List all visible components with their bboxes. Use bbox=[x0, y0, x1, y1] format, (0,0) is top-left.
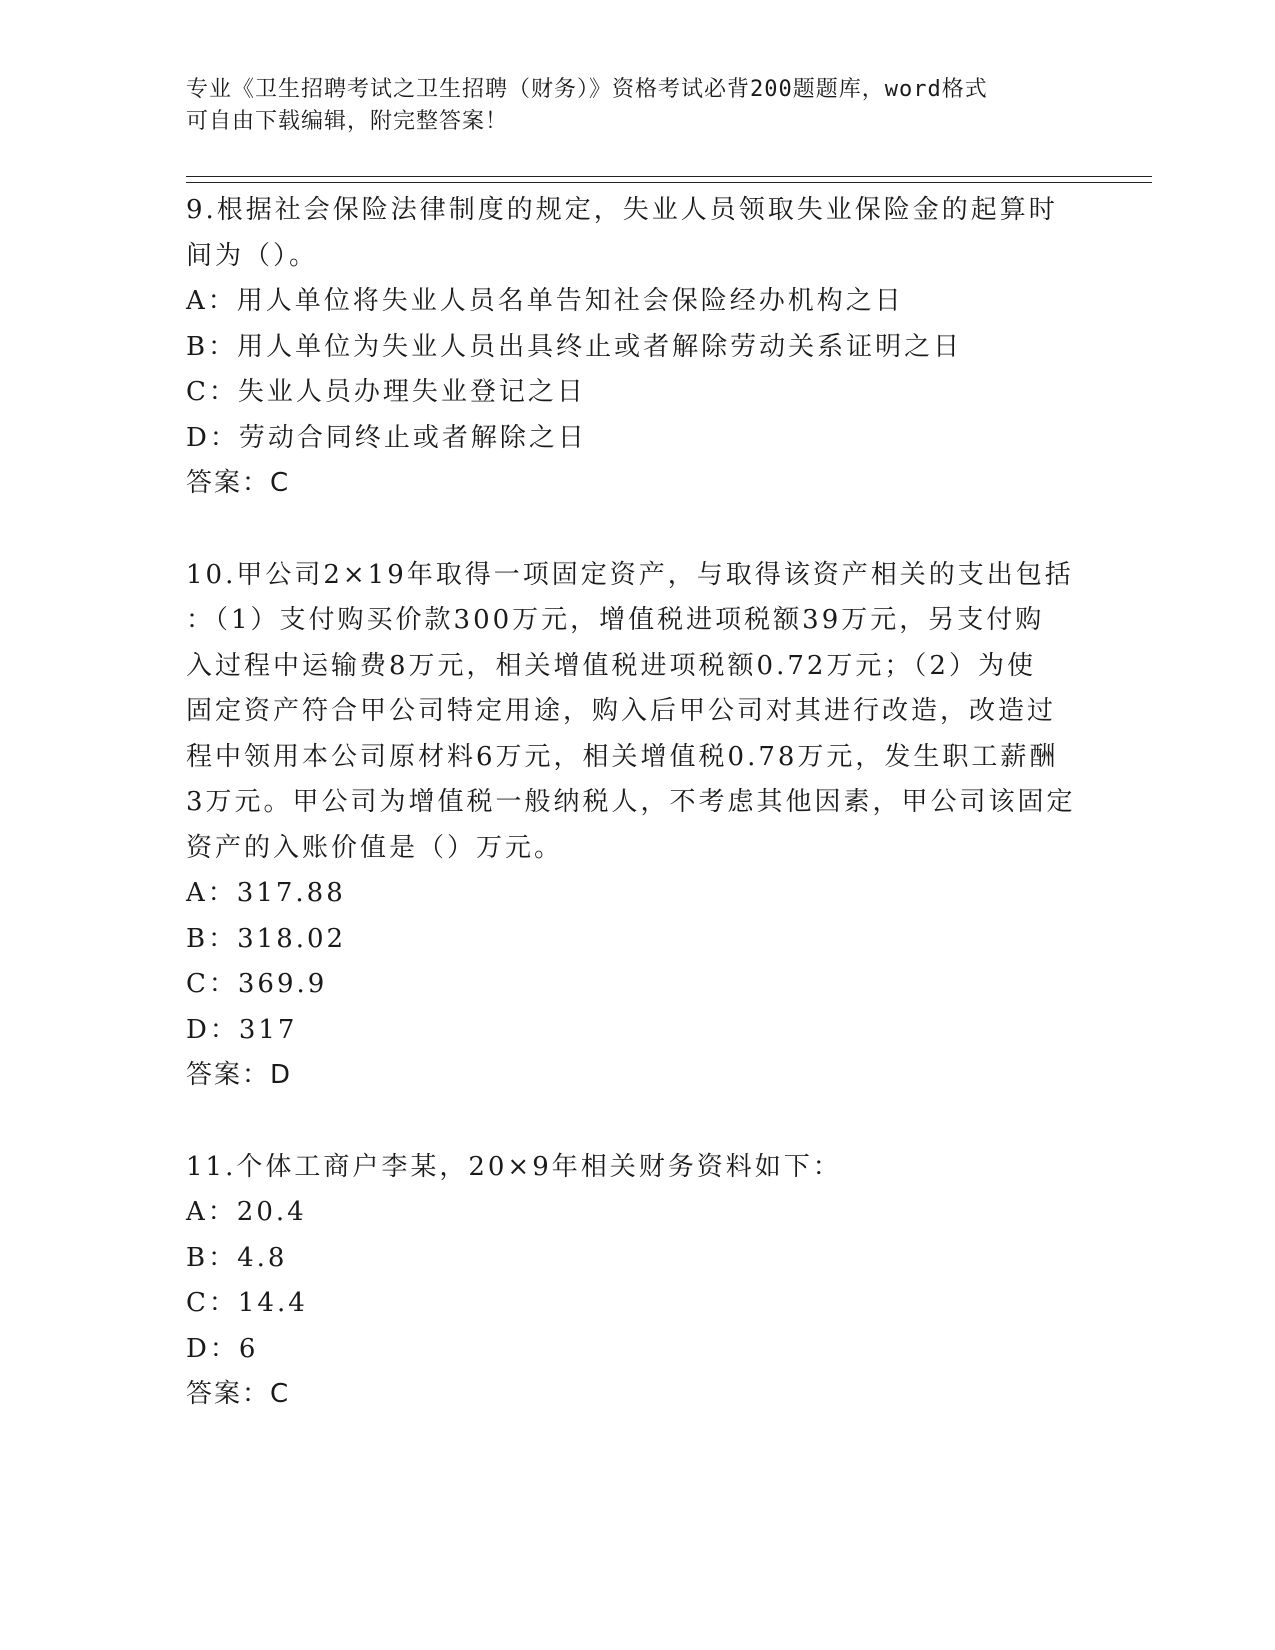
answer-label: 答案：C bbox=[186, 468, 291, 498]
option-b: B：318.02 bbox=[186, 923, 347, 954]
question-list bbox=[186, 188, 1086, 1418]
question-11 bbox=[186, 1145, 1086, 1418]
option-b: B：用人单位为失业人员出具终止或者解除劳动关系证明之日 bbox=[186, 331, 963, 362]
question-stem-line: 3万元。甲公司为增值税一般纳税人，不考虑其他因素，甲公司该固定 bbox=[186, 787, 1076, 817]
question-stem-line: 9.根据社会保险法律制度的规定，失业人员领取失业保险金的起算时 bbox=[186, 195, 1058, 225]
header-line-2: 可自由下载编辑，附完整答案！ bbox=[186, 109, 509, 134]
spacer bbox=[186, 1099, 1086, 1145]
question-stem-line: 10.甲公司2×19年取得一项固定资产，与取得该资产相关的支出包括 bbox=[186, 559, 1074, 590]
question-9 bbox=[186, 188, 1086, 507]
question-stem-line: 间为（）。 bbox=[186, 240, 319, 271]
header-divider-bottom bbox=[186, 182, 1152, 183]
answer-label: 答案：D bbox=[186, 1060, 293, 1090]
option-c: C：369.9 bbox=[186, 969, 328, 999]
document-header bbox=[186, 74, 1066, 138]
question-stem-line: 程中领用本公司原材料6万元，相关增值税0.78万元，发生职工薪酬 bbox=[186, 741, 1059, 772]
option-d: D：6 bbox=[186, 1333, 259, 1364]
option-c: C：失业人员办理失业登记之日 bbox=[186, 377, 586, 407]
question-stem-line: ：（1）支付购买价款300万元，增值税进项税额39万元，另支付购 bbox=[186, 605, 1045, 635]
option-c: C：14.4 bbox=[186, 1288, 308, 1318]
spacer bbox=[186, 507, 1086, 553]
question-10 bbox=[186, 553, 1086, 1099]
option-a: A：317.88 bbox=[186, 878, 346, 908]
option-d: D：劳动合同终止或者解除之日 bbox=[186, 422, 587, 453]
option-a: A：用人单位将失业人员名单告知社会保险经办机构之日 bbox=[186, 286, 904, 316]
header-line-1: 专业《卫生招聘考试之卫生招聘（财务）》资格考试必背200题题库，word格式 bbox=[186, 77, 988, 102]
question-stem-line: 11.个体工商户李某，20×9年相关财务资料如下： bbox=[186, 1151, 842, 1182]
option-b: B：4.8 bbox=[186, 1242, 288, 1273]
question-stem-line: 固定资产符合甲公司特定用途，购入后甲公司对其进行改造，改造过 bbox=[186, 696, 1057, 726]
option-d: D：317 bbox=[186, 1014, 298, 1045]
question-stem-line: 入过程中运输费8万元，相关增值税进项税额0.72万元；（2）为使 bbox=[186, 650, 1036, 681]
header-divider-top bbox=[186, 176, 1152, 177]
question-stem-line: 资产的入账价值是（）万元。 bbox=[186, 832, 564, 863]
option-a: A：20.4 bbox=[186, 1197, 307, 1227]
answer-label: 答案：C bbox=[186, 1379, 291, 1409]
